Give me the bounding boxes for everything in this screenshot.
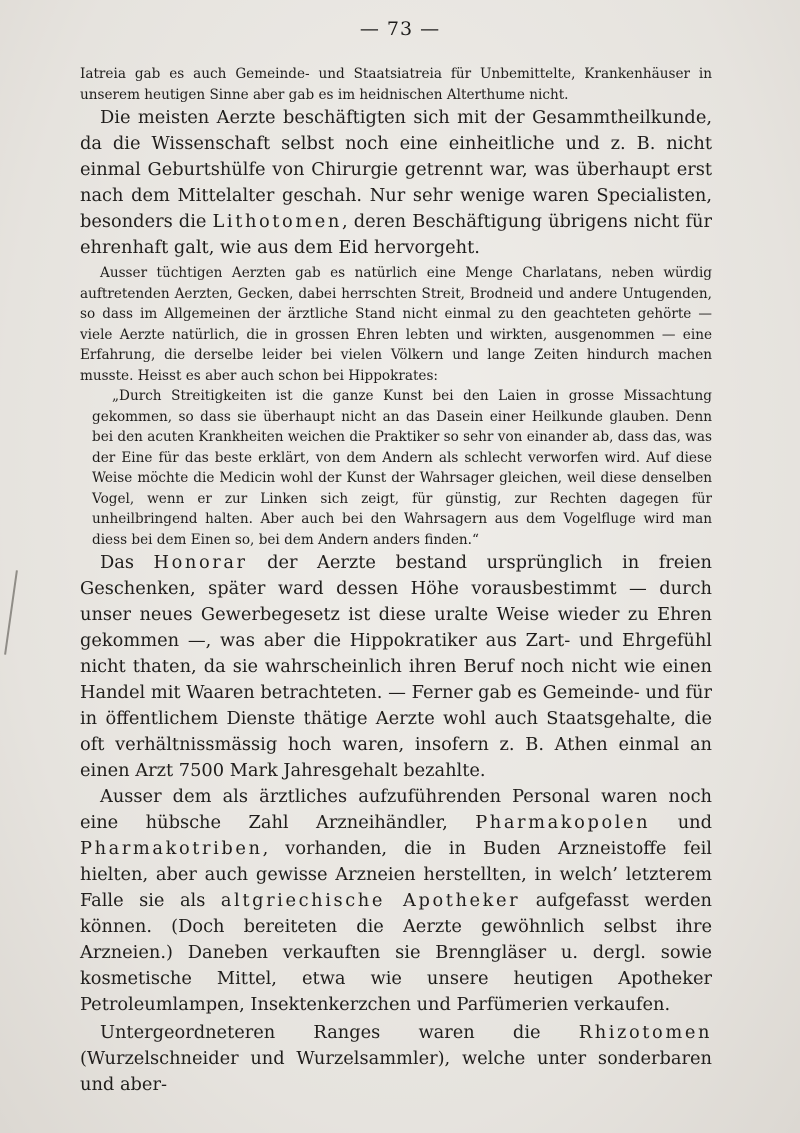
spaced-term: altgriechische Apotheker xyxy=(220,890,521,911)
spaced-term: Rhizotomen xyxy=(578,1022,712,1043)
spaced-term: Honorar xyxy=(153,552,248,573)
spaced-term: Pharmakotriben xyxy=(80,838,263,859)
spaced-term: Lithotomen xyxy=(212,211,342,232)
paragraph-rhizotomen: Untergeordneteren Ranges waren die Rhizotomen (Wurzelschneider und Wurzelsammler), welche unter sonderbaren und aber- xyxy=(80,1022,712,1095)
page-number: — 73 — xyxy=(359,18,441,40)
paragraph-honorar: Das Honorar der Aerzte bestand ursprünglich in freien Geschenken, später ward dessen Höhe vorausbestimmt — durch unser neues Gewerbegesetz ist diese uralte Weise wieder zu Ehren gekommen —, was aber die Hippokratiker aus Zart- und Ehrgefühl nicht thaten, da sie wahrscheinlich ihren Beruf noch nicht wie einen Handel mit Waaren betrachteten. — Ferner gab es Gemeinde- und für in öffentlichem Dienste thätige Aerzte wohl auch Staatsgehalte, die oft verhältnissmässig hoch waren, insofern z. B. Athen einmal an einen Arzt 7500 Mark Jahresgehalt bezahlte. xyxy=(80,552,712,781)
spaced-term: Pharmakopolen xyxy=(475,812,651,833)
hippokrates-quote: „Durch Streitigkeiten ist die ganze Kunst bei den Laien in grosse Missachtung gekommen, so dass sie überhaupt nicht an das Dasein einer Heilkunde glauben. Denn bei den acuten Krankheiten weichen die Praktiker so sehr von einander ab, dass das, was der Eine für das beste erklärt, von dem Andern als schlecht verworfen wird. Auf diese Weise möchte die Medicin wohl der Kunst der Wahrsager gleichen, weil diese denselben Vogel, wenn er zur Linken sich zeigt, für günstig, zur Rechten dagegen für unheilbringend halten. Aber auch bei den Wahrsagern aus dem Vogelfluge wird man diess bei dem Einen so, bei dem Andern anders finden.“ xyxy=(92,388,712,548)
paragraph-charlatans: Ausser tüchtigen Aerzten gab es natürlich eine Menge Charlatans, neben würdig auftretenden Aerzten, Gecken, dabei herrschten Streit, Brodneid und andere Untugenden, so dass im Allgemeinen der ärztliche Stand nicht einmal zu den geachteten gehörte — viele Aerzte natürlich, die in grossen Ehren lebten und wirkten, ausgenommen — eine Erfahrung, die derselbe leider bei vielen Völkern und lange Zeiten hindurch machen musste. Heisst es aber auch schon bei Hippokrates: xyxy=(80,265,712,384)
paragraph-gesammtheilkunde: Die meisten Aerzte beschäftigten sich mit der Gesammtheilkunde, da die Wissenschaft selbst noch eine einheitliche und z. B. nicht einmal Geburtshülfe von Chirurgie getrennt war, was überhaupt erst nach dem Mittelalter geschah. Nur sehr wenige waren Specialisten, besonders die Lithotomen, deren Beschäftigung übrigens nicht für ehrenhaft galt, wie aus dem Eid hervorgeht. xyxy=(80,107,712,258)
body-text xyxy=(80,64,712,1098)
paragraph-arzneihaendler: Ausser dem als ärztliches aufzuführenden Personal waren noch eine hübsche Zahl Arzneihändler, Pharmakopolen und Pharmakotriben, vorhanden, die in Buden Arzneistoffe feil hielten, aber auch gewisse Arzneien herstellten, in welch’ letzterem Falle sie als altgriechische Apotheker aufgefasst werden können. (Doch bereiteten die Aerzte gewöhnlich selbst ihre Arzneien.) Daneben verkauften sie Brenngläser u. dergl. sowie kosmetische Mittel, etwa wie unsere heutigen Apotheker Petroleumlampen, Insektenkerzchen und Parfümerien verkaufen. xyxy=(80,786,712,1015)
paragraph-iatreia: Iatreia gab es auch Gemeinde- und Staatsiatreia für Unbemittelte, Krankenhäuser in unserem heutigen Sinne aber gab es im heidnischen Alterthume nicht. xyxy=(80,66,712,103)
margin-mark xyxy=(4,570,18,654)
